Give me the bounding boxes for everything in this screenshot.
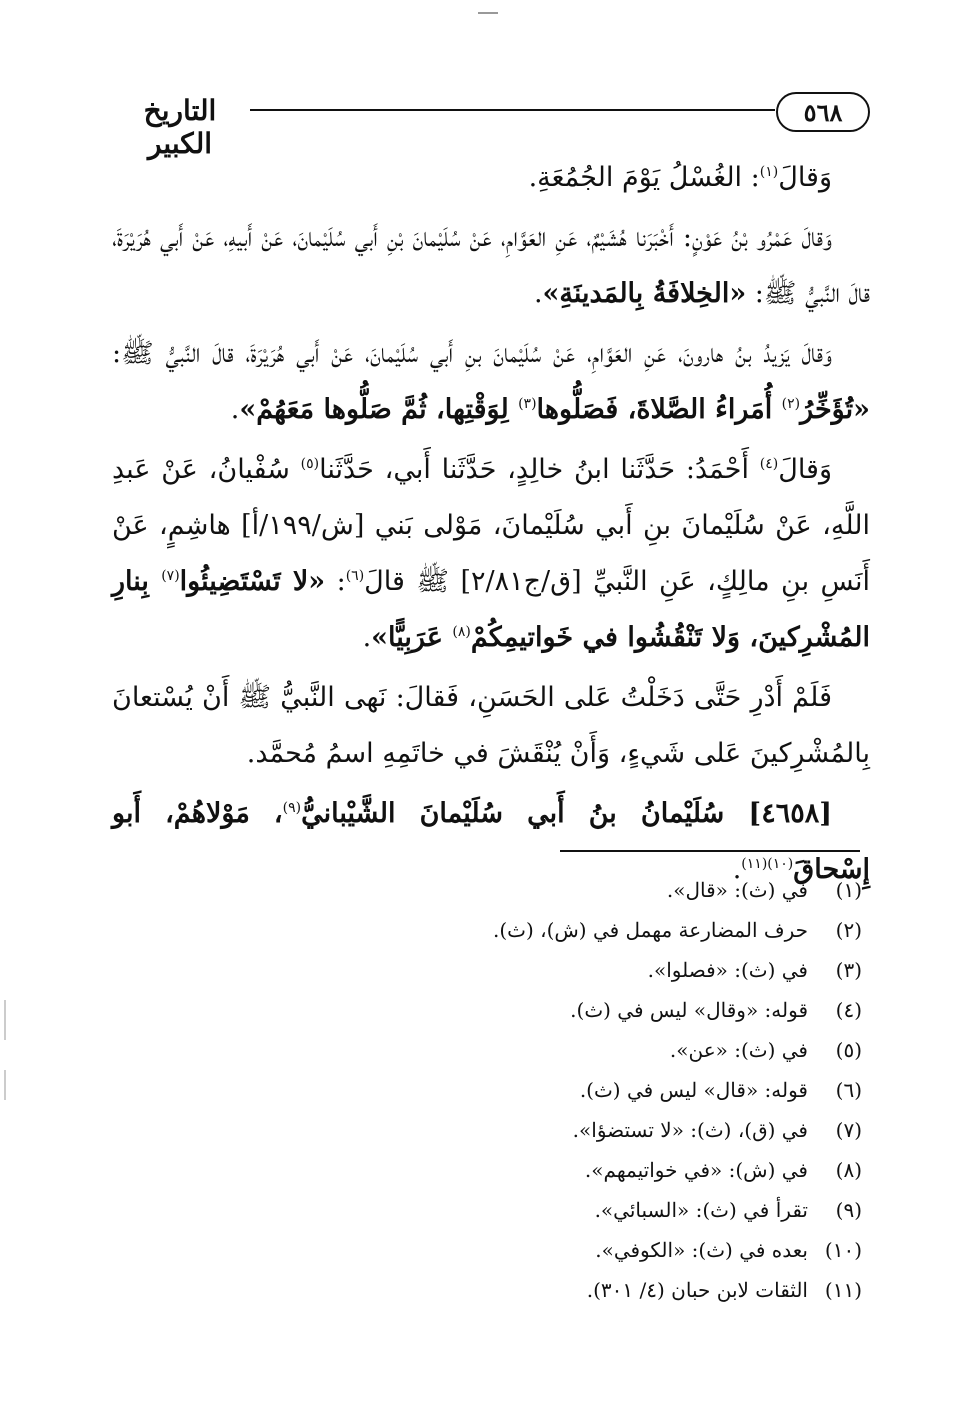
footnote-text: في (ث): «عن». (669, 1038, 808, 1062)
footnote-number: (١) (835, 878, 862, 902)
page-number: ٥٦٨ (776, 92, 870, 132)
footnote-ref: (٨) (452, 624, 471, 640)
footnote-text: بعده في (ث): «الكوفي». (595, 1238, 808, 1262)
paragraph-1 (112, 150, 870, 206)
footnote (150, 1110, 862, 1150)
text-run: فَلَمْ أَدْرِ حَتَّى دَخَلْتُ عَلى الحَسَنِ، فَقالَ: نَهى النَّبيُّ ﷺ أَنْ يُسْتعانَ بِالمُشْرِكينَ عَلى شَيءٍ، وَأَنْ يُنْقَشَ في خاتَمِهِ اسمُ مُحمَّد. (112, 682, 870, 769)
footnote-ref: (٥) (300, 456, 320, 472)
entry-heading: ، مَوْلاهُمْ، أَبو إِسْحاقَ (112, 798, 870, 885)
footnote-text: في (ش): «في خواتيمهم». (584, 1158, 808, 1182)
footnote-ref: (٤) (759, 456, 779, 472)
footnote-ref: (٧) (161, 568, 180, 584)
footnote-text: في (ث): «فصلوا». (647, 958, 808, 982)
footnote-ref: (٣) (518, 396, 537, 412)
hadith-text: لِوَقْتِها، ثُمَّ صَلُّوها مَعَهُمْ» (239, 394, 519, 425)
footnote-ref: (٩) (282, 800, 302, 816)
hadith-text: «لا تَسْتَضِيئُوا (179, 566, 326, 597)
footnote (150, 910, 862, 950)
footnote-number: (٥) (835, 1038, 862, 1062)
footnote-number: (١٠) (824, 1238, 862, 1262)
footnote-ref: (١) (759, 164, 779, 180)
footnote (150, 950, 862, 990)
footnote (150, 1070, 862, 1110)
header-rule (250, 109, 775, 111)
text-run: . (732, 854, 742, 885)
footnote (150, 1230, 862, 1270)
footnote-number: (٦) (835, 1078, 862, 1102)
paragraph-4 (112, 442, 870, 666)
footnote-number: (٨) (835, 1158, 862, 1182)
text-run: سُفْيانُ، عَنْ عَبدِ اللَّهِ، عَنْ سُلَيْمانَ بنِ أَبي سُلَيْمانَ، مَوْلى بَني [ش/١٩٩/أ] هاشِمٍ، عَنْ أَنَسِ بنِ مالِكٍ، عَنِ النَّبيِّ [ق/ج٢/٨١] ﷺ قالَ (112, 454, 870, 597)
footnote-text: في (ق)، (ث): «لا تستضؤا». (572, 1118, 808, 1142)
footnote-separator (560, 850, 860, 852)
footnote-number: (٤) (835, 998, 862, 1022)
footnote-text: قوله: «وقال» ليس في (ث). (570, 998, 808, 1022)
hadith-text: بِنارِ المُشْرِكينَ، وَلا تَنْقُشُوا في خَواتيمِكُمْ (112, 566, 870, 653)
footnote-ref: (٢) (781, 396, 801, 412)
footnote (150, 1030, 862, 1070)
paragraph-3 (112, 326, 870, 438)
text-run: وَقالَ (778, 162, 832, 193)
footnote-number: (٩) (835, 1198, 862, 1222)
book-title: التاريخ الكبير (143, 94, 217, 160)
footnote-text: قوله: «قال» ليس في (ث). (579, 1078, 808, 1102)
text-run: . (230, 394, 240, 425)
footnote-number: (١١) (824, 1278, 862, 1302)
text-run: وَقالَ يَزيدُ بنُ هارونَ، عَنِ العَوَّامِ، عَنْ سُلَيْمانَ بنِ أَبي سُلَيْمانَ، عَنْ أَبي هُرَيْرَةَ، قالَ النَّبيُّ ﷺ: (112, 338, 832, 369)
hadith-text: عَرَبِيًّا» (371, 622, 453, 653)
footnote-number: (٢) (835, 918, 862, 942)
paragraph-5 (112, 670, 870, 782)
hadith-text: «تُؤَخِّرُ (800, 394, 870, 425)
main-text (112, 150, 870, 902)
footnote-text: في (ث): «قال». (666, 878, 808, 902)
footnote (150, 1150, 862, 1190)
footnote-ref: (١٠)(١١) (741, 856, 794, 872)
scan-mark (478, 12, 498, 14)
footnotes (150, 870, 862, 1310)
text-run: أَحْمَدُ: حَدَّثَنا ابنُ خالِدٍ، حَدَّثَنا أَبي، حَدَّثَنا (319, 454, 760, 485)
paragraph-2 (112, 210, 870, 322)
footnote-number: (٧) (835, 1118, 862, 1142)
text-run: : (325, 566, 346, 597)
footnote (150, 1190, 862, 1230)
footnote-text: تقرأ في (ث): «السبائي». (594, 1198, 808, 1222)
hadith-text: «الخِلافَةُ بِالمَدينَةِ» (542, 278, 747, 309)
footnote (150, 870, 862, 910)
scan-margin-mark (4, 1070, 6, 1100)
footnote (150, 1270, 862, 1310)
footnote-text: حرف المضارعة مهمل في (ش)، (ث). (492, 918, 808, 942)
text-run: وَقالَ (778, 454, 832, 485)
scan-margin-mark (4, 1000, 6, 1040)
text-run: . (533, 278, 543, 309)
entry-heading: [٤٦٥٨] سُلَيْمانُ بنُ أَبي سُلَيْمانَ الشَّيْبانيُّ (301, 798, 832, 829)
hadith-text: أُمَراءُ الصَّلاةَ، فَصَلُّوها (536, 394, 782, 425)
text-run: . (362, 622, 372, 653)
page-header (110, 92, 870, 160)
footnote (150, 990, 862, 1030)
footnote-text: الثقات لابن حبان (٤/ ٣٠١). (586, 1278, 808, 1302)
text-run: : الغُسْلُ يَوْمَ الجُمُعَةِ. (528, 162, 760, 193)
footnote-ref: (٦) (345, 568, 365, 584)
footnote-number: (٣) (835, 958, 862, 982)
text-run: وَقالَ عَمْرُو بْنُ عَوْنٍ: أَخْبَرَنا هُشَيْمٌ، عَنِ العَوَّامِ، عَنْ سُلَيْمانَ بْنِ أَبي سُلَيْمانَ، عَنْ أَبيهِ، عَنْ أَبي هُرَيْرَةَ، قالَ النَّبيُّ ﷺ: (112, 222, 870, 309)
